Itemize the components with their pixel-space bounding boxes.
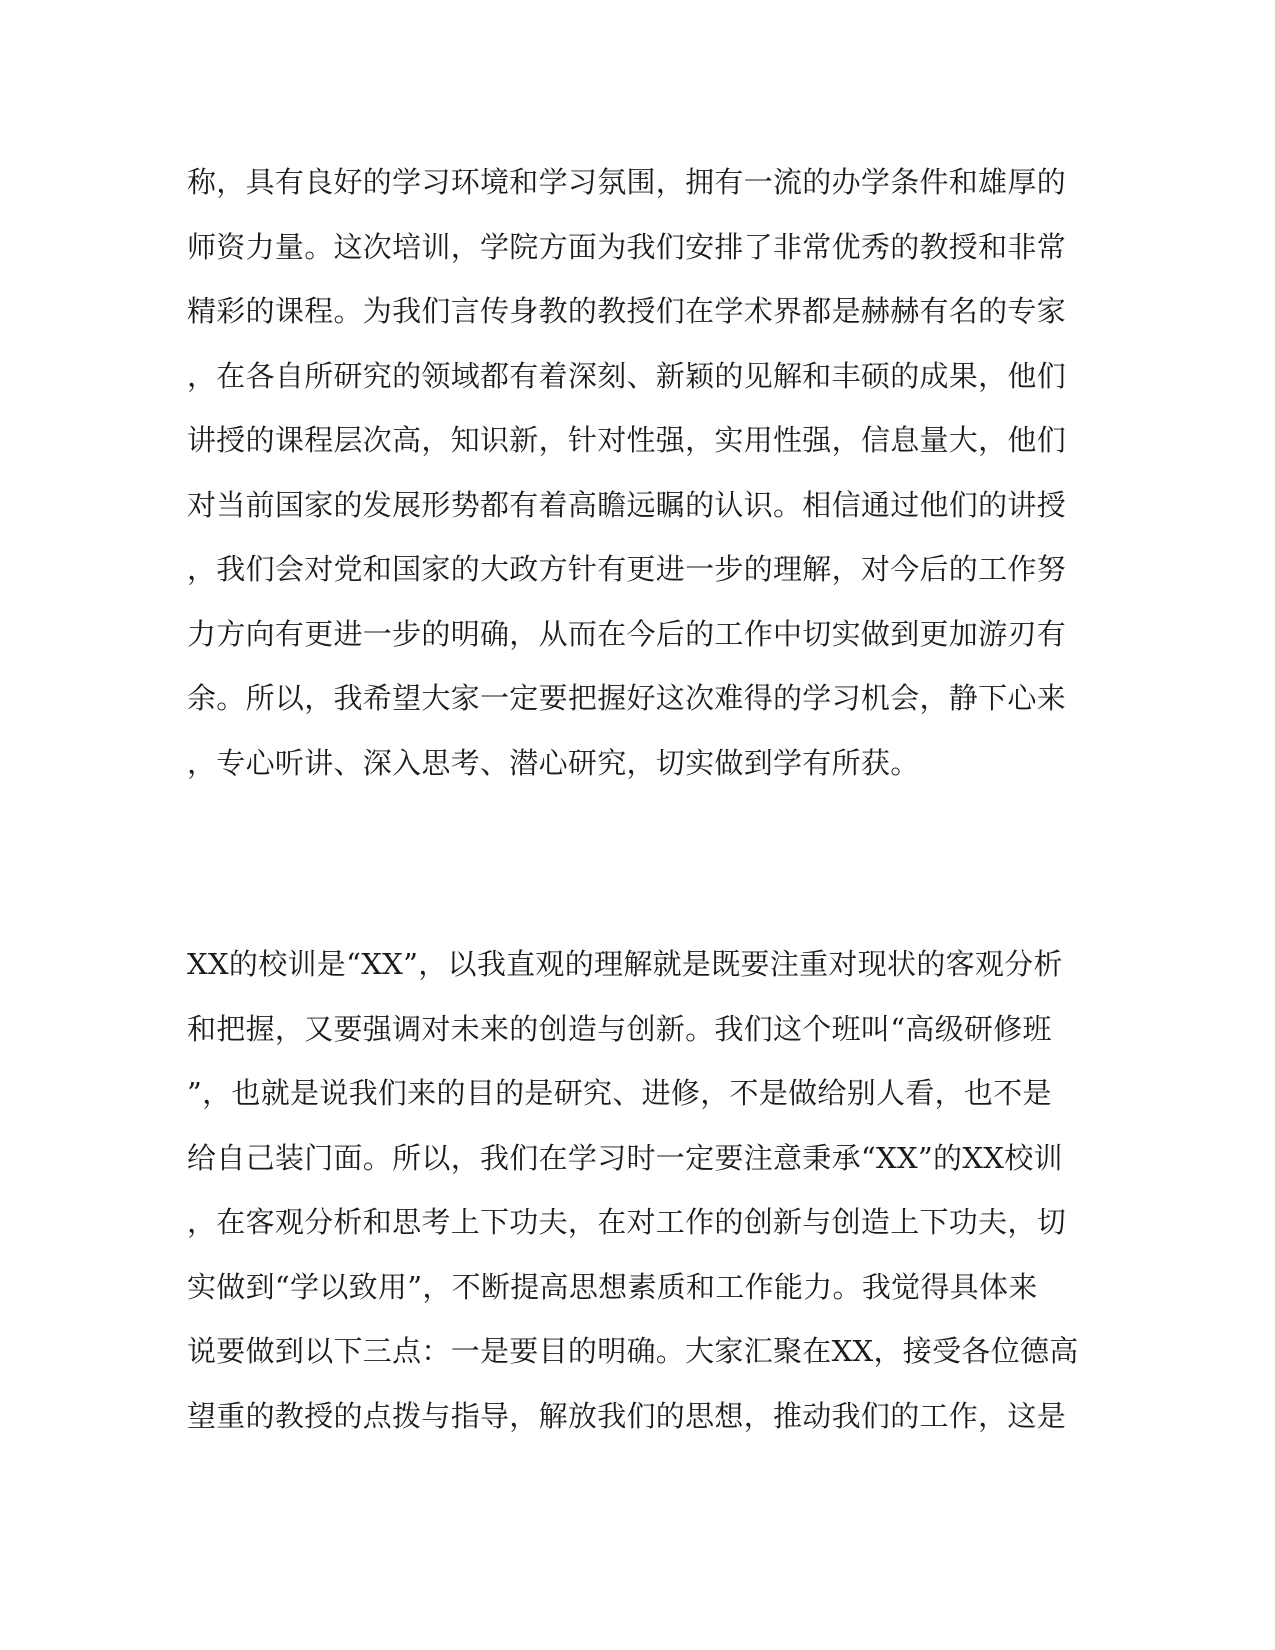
text-line: 余。所以，我希望大家一定要把握好这次难得的学习机会，静下心来 [187,681,1067,715]
text-line: ，我们会对党和国家的大政方针有更进一步的理解，对今后的工作努 [187,552,1067,586]
paragraph-1 [187,163,1067,808]
text-line: 师资力量。这次培训，学院方面为我们安排了非常优秀的教授和非常 [187,229,1067,264]
text-line: 称，具有良好的学习环境和学习氛围，拥有一流的办学条件和雄厚的 [187,165,1067,199]
text-line: ，专心听讲、深入思考、潜心研究，切实做到学有所获。 [187,745,920,780]
text-line: 力方向有更进一步的明确，从而在今后的工作中切实做到更加游刃有 [187,616,1067,651]
text-line: 讲授的课程层次高，知识新，针对性强，实用性强，信息量大，他们 [187,423,1067,457]
text-line: ”，也就是说我们来的目的是研究、进修，不是做给别人看，也不是 [187,1076,1052,1110]
text-line: 望重的教授的点拨与指导，解放我们的思想，推动我们的工作，这是 [187,1398,1067,1433]
text-line: 精彩的课程。为我们言传身教的教授们在学术界都是赫赫有名的专家 [187,294,1067,328]
text-line: ，在各自所研究的领域都有着深刻、新颖的见解和丰硕的成果，他们 [187,358,1067,393]
text-line: 给自己装门面。所以，我们在学习时一定要注意秉承“XX”的XX校训 [187,1140,1063,1175]
paragraph-2 [187,945,1079,1461]
text-line: ，在客观分析和思考上下功夫，在对工作的创新与创造上下功夫，切 [187,1205,1067,1239]
text-line: 对当前国家的发展形势都有着高瞻远瞩的认识。相信通过他们的讲授 [187,487,1067,522]
text-line: 实做到“学以致用”，不断提高思想素质和工作能力。我觉得具体来 [187,1269,1038,1304]
text-line: 和把握，又要强调对未来的创造与创新。我们这个班叫“高级研修班 [187,1011,1052,1046]
text-line: 说要做到以下三点：一是要目的明确。大家汇聚在XX，接受各位德高 [187,1334,1079,1368]
text-line: XX的校训是“XX”，以我直观的理解就是既要注重对现状的客观分析 [187,947,1063,981]
